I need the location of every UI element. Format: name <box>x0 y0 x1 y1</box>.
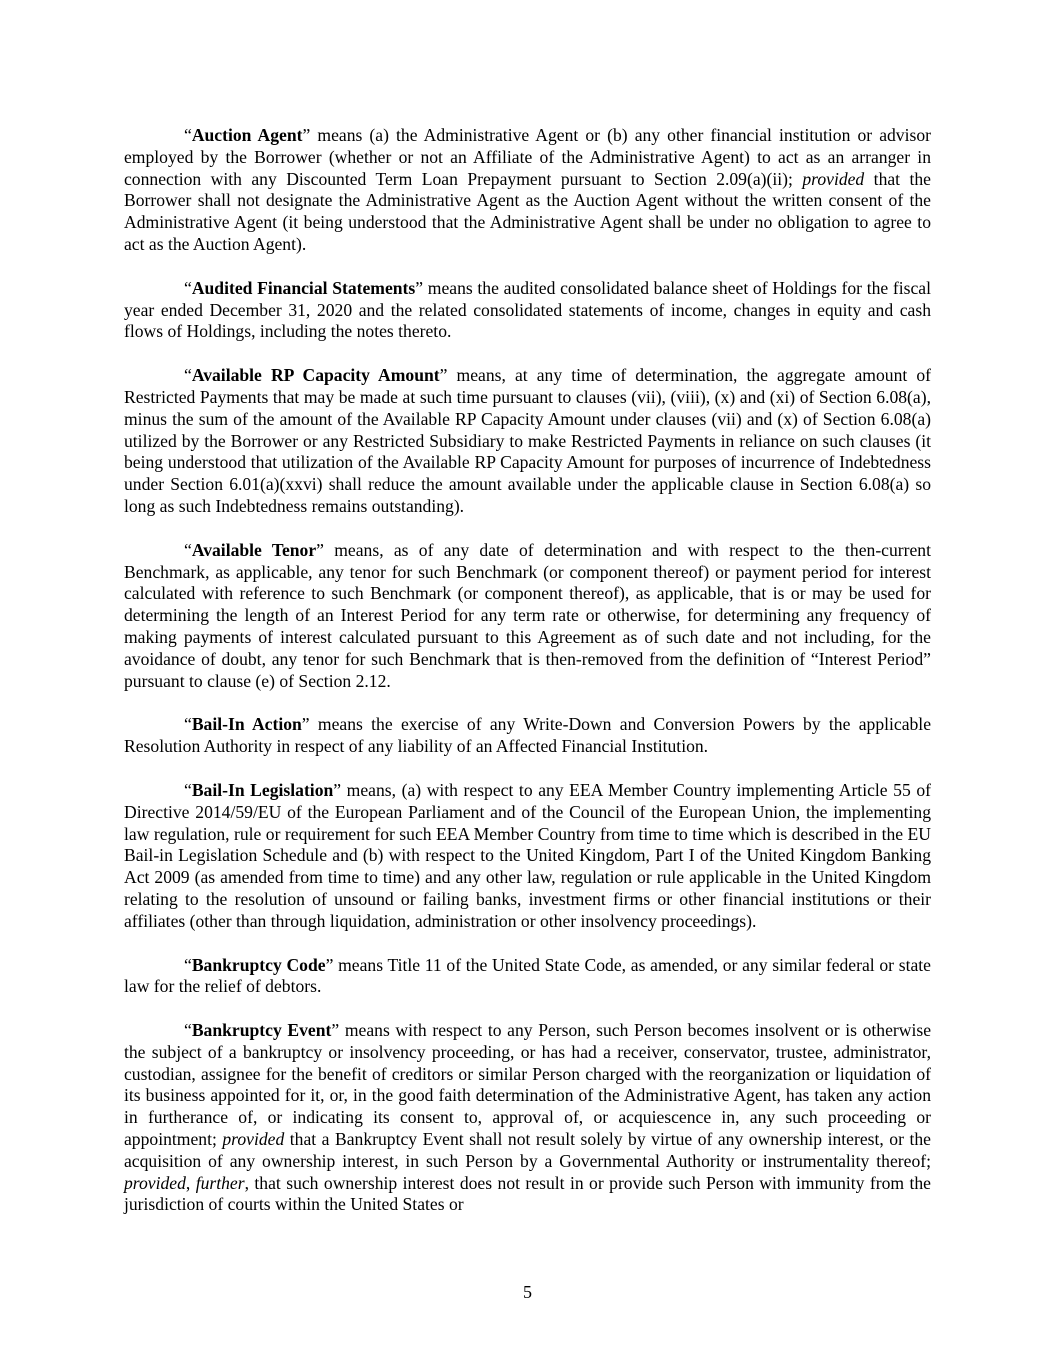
italic-text: provided <box>802 168 865 189</box>
definition-text: “ <box>184 779 192 800</box>
definition-audited-financial-statements <box>124 278 931 343</box>
definition-text: , that such ownership interest does not result in or provide such Person with immunity from the jurisdiction of courts within the United States or <box>124 1172 931 1215</box>
italic-text: provided <box>124 1172 186 1193</box>
definition-text: ” means (a) the Administrative Agent or (b) any other financial institution or advisor employed by the Borrower (whether or not an Affiliate of the Administrative Agent) to act as an arranger in connection with any Discounted Term Loan Prepayment pursuant to Section 2.09(a)(ii); <box>124 125 931 189</box>
defined-term: Audited Financial Statements <box>191 277 416 298</box>
defined-term: Bail-In Legislation <box>191 779 334 800</box>
defined-term: Bankruptcy Code <box>191 954 326 975</box>
definition-bail-in-action <box>124 714 931 758</box>
defined-term: Bankruptcy Event <box>191 1020 332 1041</box>
definition-text: “ <box>184 125 192 145</box>
defined-term: Available RP Capacity Amount <box>191 365 440 386</box>
definition-text: that the Borrower shall not designate the Administrative Agent as the Auction Agent without the written consent of the Administrative Agent (it being understood that the Administrative Agent shall be under no obligation to agree to act as the Auction Agent). <box>124 168 931 254</box>
defined-term: Bail-In Action <box>191 714 302 735</box>
definition-text: “ <box>184 1020 192 1041</box>
definition-text: ” means, as of any date of determination and with respect to the then-current Benchmark, as applicable, any tenor for such Benchmark (or component thereof) or payment period for interest calculated with reference to such Benchmark (or component thereof), as applicable, that is or may be used for determining the length of an Interest Period for any term rate or otherwise, for determining any frequency of making payments of interest calculated pursuant to this Agreement as of such date and not including, for the avoidance of doubt, any tenor for such Benchmark that is then-removed from the definition of “Interest Period” pursuant to clause (e) of Section 2.12. <box>124 539 931 691</box>
page-number: 5 <box>523 1282 532 1302</box>
definition-bail-in-legislation <box>124 780 931 933</box>
definition-text: ” means with respect to any Person, such Person becomes insolvent or is otherwise the subject of a bankruptcy or insolvency proceeding, or has had a receiver, conservator, trustee, administrator, custodian, assignee for the benefit of creditors or similar Person charged with the reorganization or liquidation of its business appointed for it, or, in the good faith determination of the Administrative Agent, has taken any action in furtherance of, or indicating its consent to, approval of, or acquiescence in, any such proceeding or appointment; <box>124 1020 931 1150</box>
definition-bankruptcy-code <box>124 955 931 999</box>
definition-available-rp-capacity-amount <box>124 365 931 518</box>
italic-text: provided <box>222 1129 285 1150</box>
definition-text: ” means the audited consolidated balance sheet of Holdings for the fiscal year ended December 31, 2020 and the related consolidated statements of income, changes in equity and cash flows of Holdings, including the notes thereto. <box>124 277 931 342</box>
definition-text: “ <box>184 277 192 298</box>
defined-term: Auction Agent <box>191 125 303 145</box>
italic-text: further <box>195 1172 245 1193</box>
definition-bankruptcy-event <box>124 1020 931 1216</box>
definition-text: “ <box>184 714 192 735</box>
definition-text: ” means Title 11 of the United State Code, as amended, or any similar federal or state law for the relief of debtors. <box>124 954 931 997</box>
definition-text: “ <box>184 365 192 386</box>
defined-term: Available Tenor <box>191 539 317 560</box>
definition-text: “ <box>184 539 192 560</box>
definition-text: “ <box>184 954 192 975</box>
definition-text: that a Bankruptcy Event shall not result solely by virtue of any ownership interest, or the acquisition of any ownership interest, in such Person by a Governmental Authority or instrumentality thereof; <box>124 1129 931 1171</box>
definition-text: , <box>185 1172 196 1193</box>
definition-text: ” means, at any time of determination, the aggregate amount of Restricted Payments that may be made at such time pursuant to clauses (vii), (viii), (x) and (xi) of Section 6.08(a), minus the sum of the amount of the Available RP Capacity Amount under clauses (vii) and (x) of Section 6.08(a) utilized by the Borrower or any Restricted Subsidiary to make Restricted Payments in reliance on such clauses (it being understood that utilization of the Available RP Capacity Amount for purposes of incurrence of Indebtedness under Section 6.01(a)(xxvi) shall reduce the amount available under the applicable clause in Section 6.08(a) so long as such Indebtedness remains outstanding). <box>124 365 932 516</box>
definition-text: ” means the exercise of any Write-Down and Conversion Powers by the applicable Resolution Authority in respect of any liability of an Affected Financial Institution. <box>124 714 931 757</box>
document-body <box>124 125 931 1238</box>
definition-text: ” means, (a) with respect to any EEA Member Country implementing Article 55 of Directive 2014/59/EU of the European Parliament and of the Council of the European Union, the implementing law regulation, rule or requirement for such EEA Member Country from time to time which is described in the EU Bail-in Legislation Schedule and (b) with respect to the United Kingdom, Part I of the United Kingdom Banking Act 2009 (as amended from time to time) and any other law, regulation or rule applicable in the United Kingdom relating to the resolution of unsound or failing banks, investment firms or other financial institutions or their affiliates (other than through liquidation, administration or other insolvency proceedings). <box>124 779 931 931</box>
definition-available-tenor <box>124 540 931 693</box>
definition-auction-agent <box>124 125 931 256</box>
